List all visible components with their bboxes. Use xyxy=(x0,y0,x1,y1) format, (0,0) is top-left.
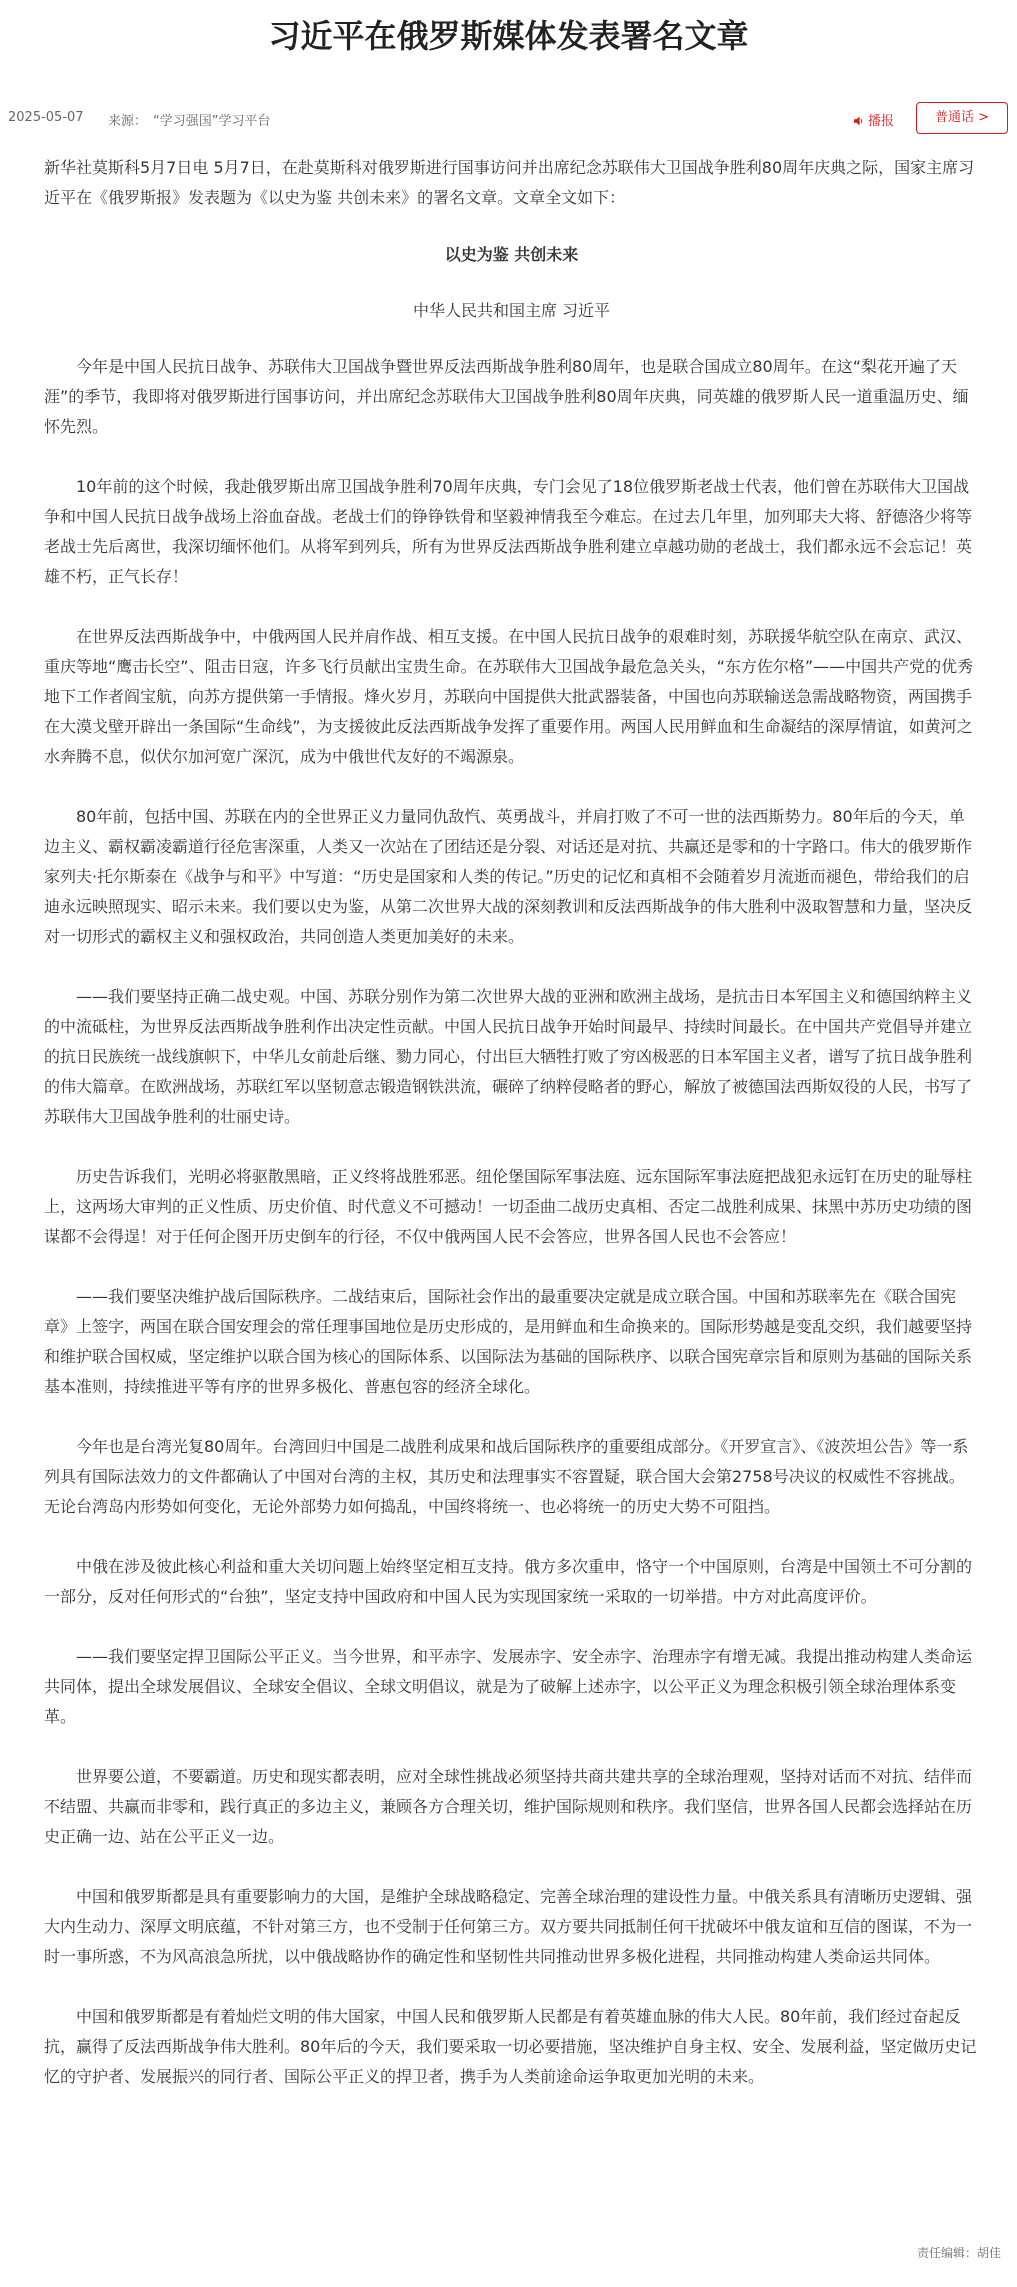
body-paragraph: 今年也是台湾光复80周年。台湾回归中国是二战胜利成果和战后国际秩序的重要组成部分。《开罗宣言》、《波茨坦公告》等一系列具有国际法效力的文件都确认了中国对台湾的主权，其历史和法理事实不容置疑，联合国大会第2758号决议的权威性不容挑战。无论台湾岛内形势如何变化，无论外部势力如何捣乱，中国终将统一、也必将统一的历史大势不可阻挡。 xyxy=(44,1437,969,1516)
body-paragraph: 10年前的这个时候，我赴俄罗斯出席卫国战争胜利70周年庆典，专门会见了18位俄罗斯老战士代表，他们曾在苏联伟大卫国战争和中国人民抗日战争战场上浴血奋战。老战士们的铮铮铁骨和坚毅神情我至今难忘。在过去几年里，加列耶夫大将、舒德洛少将等老战士先后离世，我深切缅怀他们。从将军到列兵，所有为世界反法西斯战争胜利建立卓越功勋的老战士，我们都永远不会忘记！英雄不朽，正气长存！ xyxy=(44,477,973,586)
essay-title: 以史为鉴 共创未来 xyxy=(444,245,579,264)
article-meta-bar xyxy=(8,100,1009,140)
body-paragraph: 历史告诉我们，光明必将驱散黑暗，正义终将战胜邪恶。纽伦堡国际军事法庭、远东国际军事法庭把战犯永远钉在历史的耻辱柱上，这两场大审判的正义性质、历史价值、时代意义不可撼动！一切歪曲二战历史真相、否定二战胜利成果、抹黑中苏历史功绩的图谋都不会得逞！对于任何企图开历史倒车的行径，不仅中俄两国人民不会答应，世界各国人民也不会答应！ xyxy=(44,1167,973,1246)
body-paragraph: 今年是中国人民抗日战争、苏联伟大卫国战争暨世界反法西斯战争胜利80周年，也是联合国成立80周年。在这“梨花开遍了天涯”的季节，我即将对俄罗斯进行国事访问，并出席纪念苏联伟大卫国战争胜利80周年庆典，同英雄的俄罗斯人民一道重温历史、缅怀先烈。 xyxy=(44,357,969,436)
body-paragraph: 中俄在涉及彼此核心利益和重大关切问题上始终坚定相互支持。俄方多次重申，恪守一个中国原则，台湾是中国领土不可分割的一部分，反对任何形式的“台独”，坚定支持中国政府和中国人民为实现国家统一采取的一切举措。中方对此高度评价。 xyxy=(44,1557,973,1606)
source-label: 来源： xyxy=(108,114,148,129)
article-body xyxy=(44,153,979,2122)
body-paragraph: ——我们要坚持正确二战史观。中国、苏联分别作为第二次世界大战的亚洲和欧洲主战场，是抗击日本军国主义和德国纳粹主义的中流砥柱，为世界反法西斯战争胜利作出决定性贡献。中国人民抗日战争开始时间最早、持续时间最长。在中国共产党倡导并建立的抗日民族统一战线旗帜下，中华儿女前赴后继、勠力同心，付出巨大牺牲打败了穷凶极恶的日本军国主义者，谱写了抗日战争胜利的伟大篇章。在欧洲战场，苏联红军以坚韧意志锻造钢铁洪流，碾碎了纳粹侵略者的野心，解放了被德国法西斯奴役的人民，书写了苏联伟大卫国战争胜利的壮丽史诗。 xyxy=(44,987,973,1126)
body-paragraph: 在世界反法西斯战争中，中俄两国人民并肩作战、相互支援。在中国人民抗日战争的艰难时刻，苏联援华航空队在南京、武汉、重庆等地“鹰击长空”、阻击日寇，许多飞行员献出宝贵生命。在苏联伟大卫国战争最危急关头，“东方佐尔格”——中国共产党的优秀地下工作者阎宝航，向苏方提供第一手情报。烽火岁月，苏联向中国提供大批武器装备，中国也向苏联输送急需战略物资，两国携手在大漠戈壁开辟出一条国际“生命线”，为支援彼此反法西斯战争发挥了重要作用。两国人民用鲜血和生命凝结的深厚情谊，如黄河之水奔腾不息，似伏尔加河宽广深沉，成为中俄世代友好的不竭源泉。 xyxy=(44,627,974,766)
body-paragraph: 中国和俄罗斯都是具有重要影响力的大国，是维护全球战略稳定、完善全球治理的建设性力量。中俄关系具有清晰历史逻辑、强大内生动力、深厚文明底蕴，不针对第三方，也不受制于任何第三方。双方要共同抵制任何干扰破坏中俄友谊和互信的图谋，不为一时一事所惑，不为风高浪急所扰，以中俄战略协作的确定性和坚韧性共同推动世界多极化进程，共同推动构建人类命运共同体。 xyxy=(44,1887,973,1966)
body-paragraph: 世界要公道，不要霸道。历史和现实都表明，应对全球性挑战必须坚持共商共建共享的全球治理观，坚持对话而不对抗、结伴而不结盟、共赢而非零和，践行真正的多边主义，兼顾各方合理关切，维护国际规则和秩序。我们坚信，世界各国人民都会选择站在历史正确一边、站在公平正义一边。 xyxy=(44,1767,973,1846)
source-name: “学习强国”学习平台 xyxy=(153,114,271,129)
mandarin-mode-button[interactable]: 普通话 > xyxy=(916,102,1008,134)
broadcast-label: 播报 xyxy=(868,114,895,129)
body-paragraph: ——我们要坚决维护战后国际秩序。二战结束后，国际社会作出的最重要决定就是成立联合国。中国和苏联率先在《联合国宪章》上签字，两国在联合国安理会的常任理事国地位是历史形成的，是用鲜血和生命换来的。国际形势越是变乱交织，我们越要坚持和维护联合国权威，坚定维护以联合国为核心的国际体系、以国际法为基础的国际秩序、以联合国宪章宗旨和原则为基础的国际关系基本准则，持续推进平等有序的世界多极化、普惠包容的经济全球化。 xyxy=(44,1287,973,1396)
essay-author: 中华人民共和国主席 习近平 xyxy=(412,301,611,320)
body-paragraph: 80年前，包括中国、苏联在内的全世界正义力量同仇敌忾、英勇战斗，并肩打败了不可一世的法西斯势力。80年后的今天，单边主义、霸权霸凌霸道行径危害深重，人类又一次站在了团结还是分裂、对话还是对抗、共赢还是零和的十字路口。伟大的俄罗斯作家列夫·托尔斯泰在《战争与和平》中写道：“历史是国家和人类的传记。”历史的记忆和真相不会随着岁月流逝而褪色，带给我们的启迪永远映照现实、昭示未来。我们要以史为鉴，从第二次世界大战的深刻教训和反法西斯战争的伟大胜利中汲取智慧和力量，坚决反对一切形式的霸权主义和强权政治，共同创造人类更加美好的未来。 xyxy=(44,807,973,946)
body-paragraph: ——我们要坚定捍卫国际公平正义。当今世界，和平赤字、发展赤字、安全赤字、治理赤字有增无减。我提出推动构建人类命运共同体，提出全球发展倡议、全球安全倡议、全球文明倡议，就是为了破解上述赤字，以公平正义为理念积极引领全球治理体系变革。 xyxy=(44,1647,973,1726)
broadcast-button[interactable] xyxy=(854,110,894,129)
editor-credit: 责任编辑：胡佳 xyxy=(916,2246,1001,2260)
body-paragraph: 中国和俄罗斯都是有着灿烂文明的伟大国家，中国人民和俄罗斯人民都是有着英雄血脉的伟大人民。80年前，我们经过奋起反抗，赢得了反法西斯战争伟大胜利。80年后的今天，我们要采取一切必要措施，坚决维护自身主权、安全、发展利益，坚定做历史记忆的守护者、发展振兴的同行者、国际公平正义的捍卫者，携手为人类前途命运争取更加光明的未来。 xyxy=(44,2007,977,2086)
lead-paragraph: 新华社莫斯科5月7日电 5月7日，在赴莫斯科对俄罗斯进行国事访问并出席纪念苏联伟大卫国战争胜利80周年庆典之际，国家主席习近平在《俄罗斯报》发表题为《以史为鉴 共创未来》的署名文章。文章全文如下： xyxy=(44,158,975,207)
article-title: 习近平在俄罗斯媒体发表署名文章 xyxy=(268,17,749,55)
speaker-icon xyxy=(854,116,864,126)
publish-date: 2025-05-07 xyxy=(8,110,84,125)
